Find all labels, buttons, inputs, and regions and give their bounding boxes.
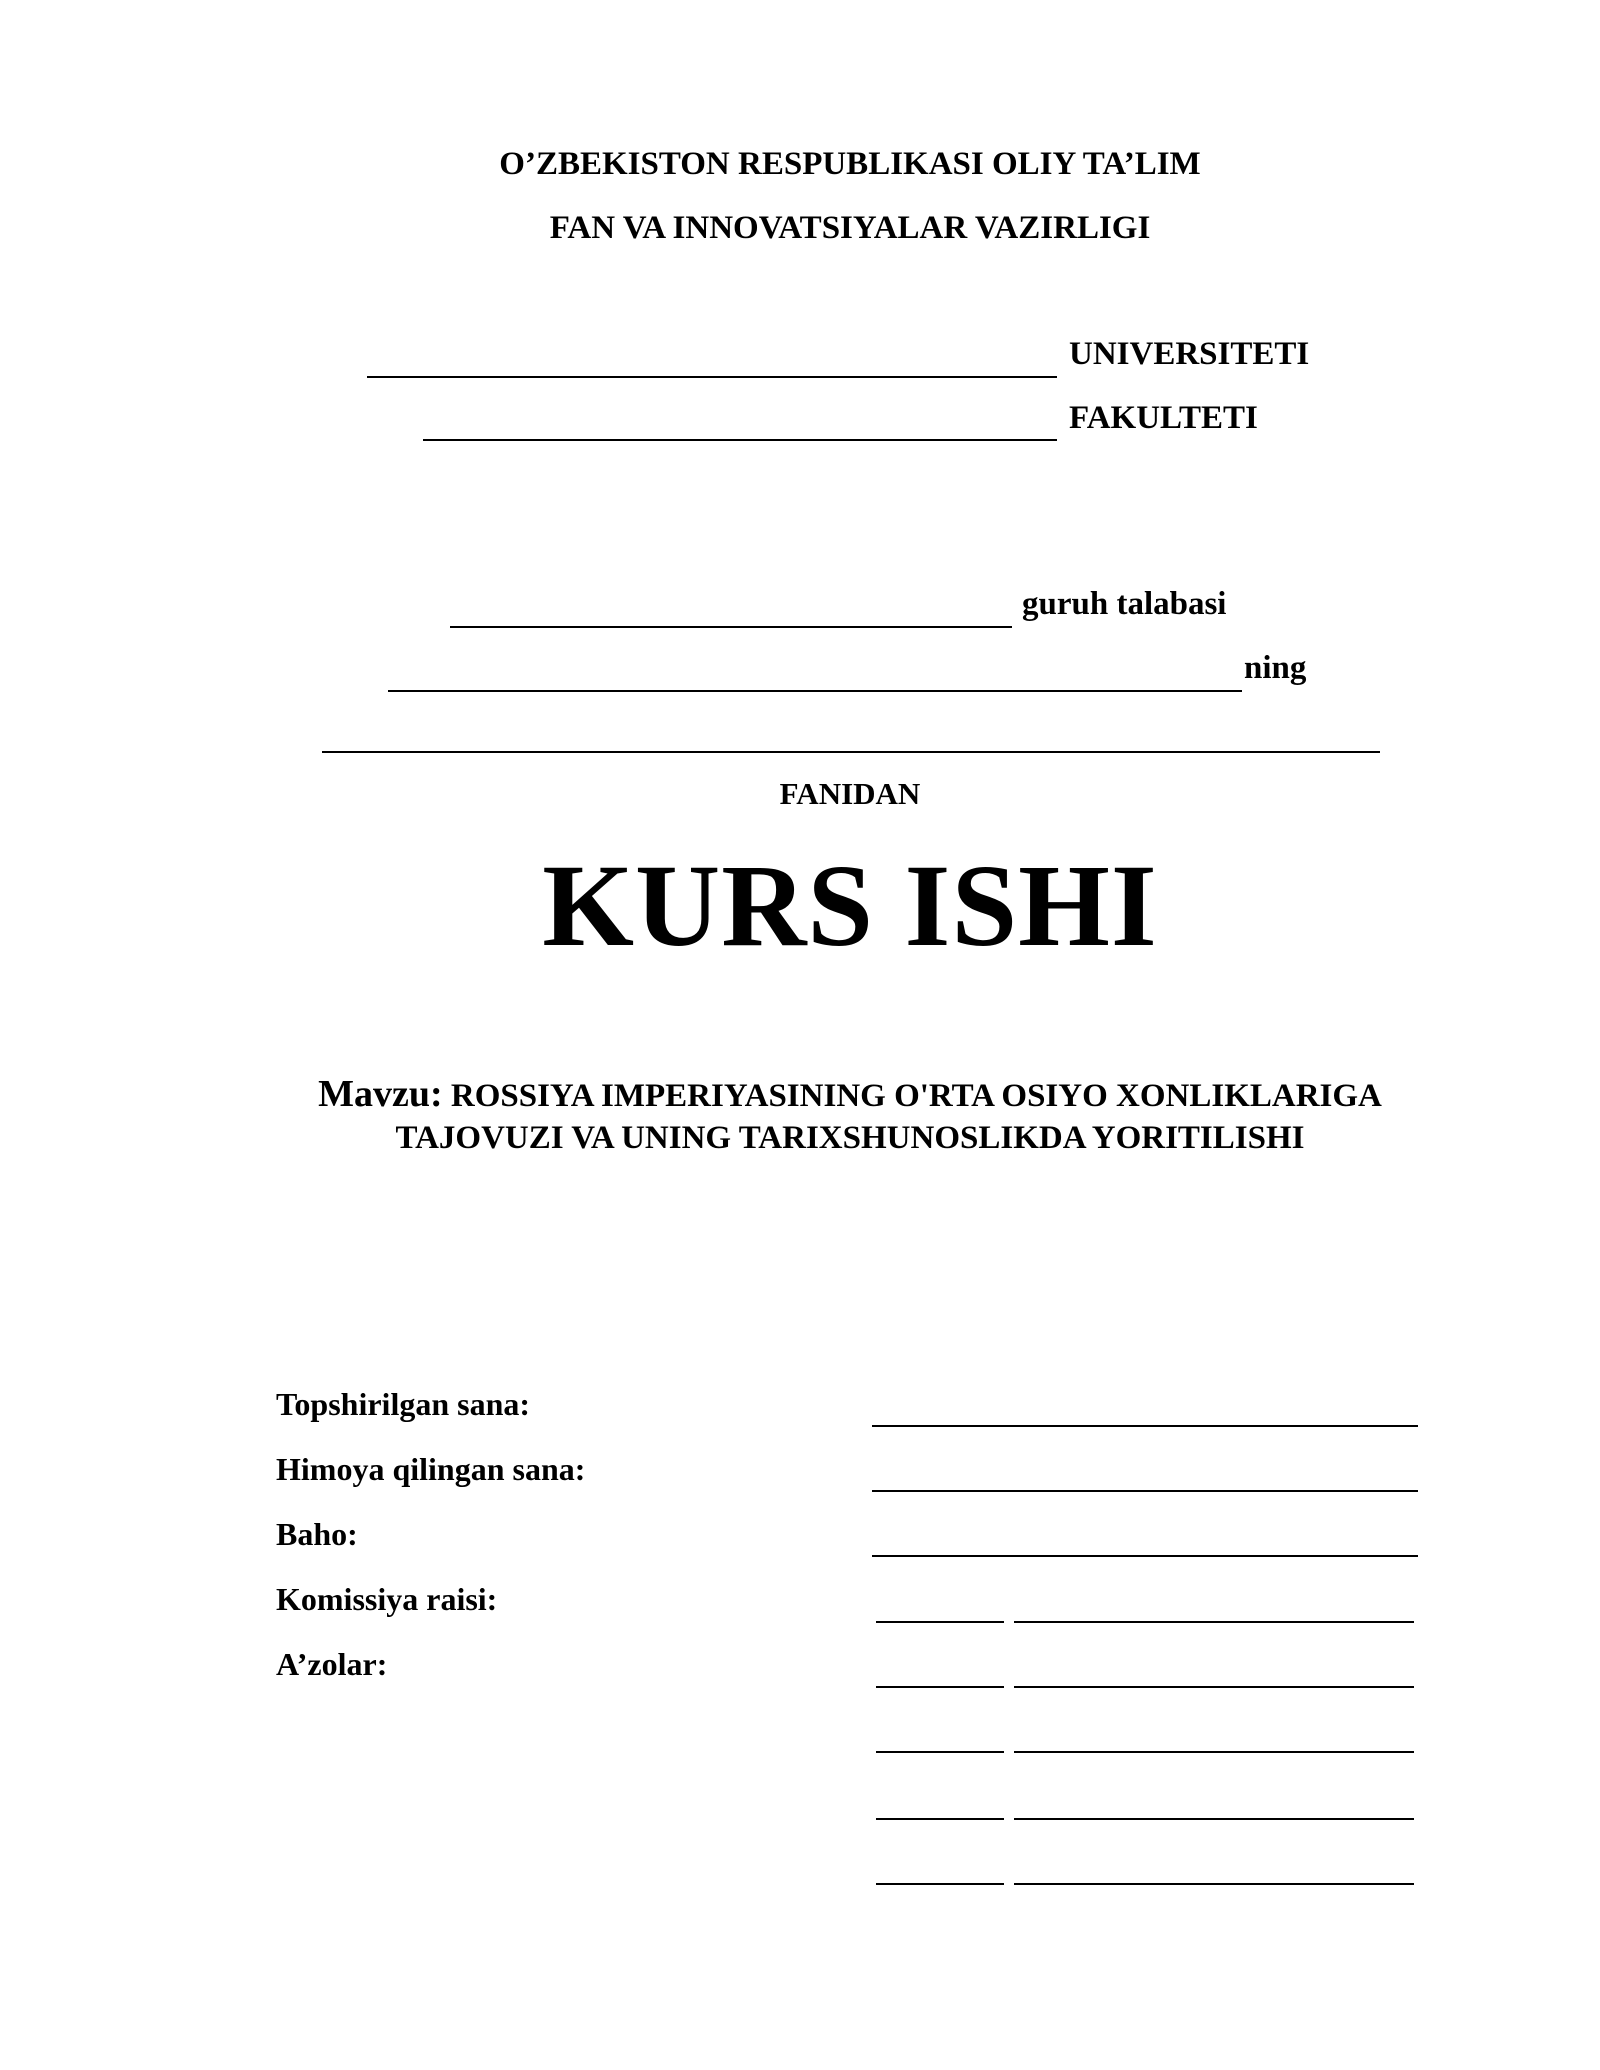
topic-prefix: Mavzu:	[318, 1073, 443, 1115]
member-2-signature-blank[interactable]	[876, 1751, 1004, 1753]
member-1-signature-blank[interactable]	[876, 1686, 1004, 1688]
chairman-signature-blank[interactable]	[876, 1621, 1004, 1623]
grade-label: Baho:	[276, 1516, 358, 1552]
chairman-name-blank[interactable]	[1014, 1621, 1414, 1623]
group-student-label: guruh talabasi	[1022, 586, 1227, 622]
university-blank[interactable]	[367, 376, 1057, 378]
ministry-line-1: O’ZBEKISTON RESPUBLIKASI OLIY TA’LIM	[499, 146, 1201, 182]
submitted-date-blank[interactable]	[872, 1425, 1418, 1427]
faculty-label: FAKULTETI	[1069, 400, 1258, 436]
member-3-signature-blank[interactable]	[876, 1818, 1004, 1820]
student-name-suffix: ning	[1244, 650, 1307, 686]
topic-text-1: ROSSIYA IMPERIYASINING O'RTA OSIYO XONLIKLARIGA	[450, 1078, 1382, 1114]
group-blank[interactable]	[450, 626, 1012, 628]
document-title: KURS ISHI	[542, 840, 1158, 971]
submitted-date-label: Topshirilgan sana:	[276, 1386, 531, 1422]
topic-line-2: TAJOVUZI VA UNING TARIXSHUNOSLIKDA YORITILISHI	[395, 1120, 1305, 1156]
grade-blank[interactable]	[872, 1555, 1418, 1557]
member-4-name-blank[interactable]	[1014, 1883, 1414, 1885]
member-2-name-blank[interactable]	[1014, 1751, 1414, 1753]
member-4-signature-blank[interactable]	[876, 1883, 1004, 1885]
university-label: UNIVERSITETI	[1069, 336, 1310, 372]
member-1-name-blank[interactable]	[1014, 1686, 1414, 1688]
defended-date-label: Himoya qilingan sana:	[276, 1451, 586, 1487]
members-label: A’zolar:	[276, 1646, 388, 1682]
student-name-blank[interactable]	[388, 690, 1242, 692]
topic-line-1	[0, 1072, 1600, 1118]
faculty-blank[interactable]	[423, 439, 1057, 441]
subject-suffix: FANIDAN	[779, 776, 921, 811]
member-3-name-blank[interactable]	[1014, 1818, 1414, 1820]
commission-chairman-label: Komissiya raisi:	[276, 1581, 498, 1617]
ministry-line-2: FAN VA INNOVATSIYALAR VAZIRLIGI	[549, 210, 1151, 246]
subject-blank[interactable]	[322, 751, 1380, 753]
defended-date-blank[interactable]	[872, 1490, 1418, 1492]
